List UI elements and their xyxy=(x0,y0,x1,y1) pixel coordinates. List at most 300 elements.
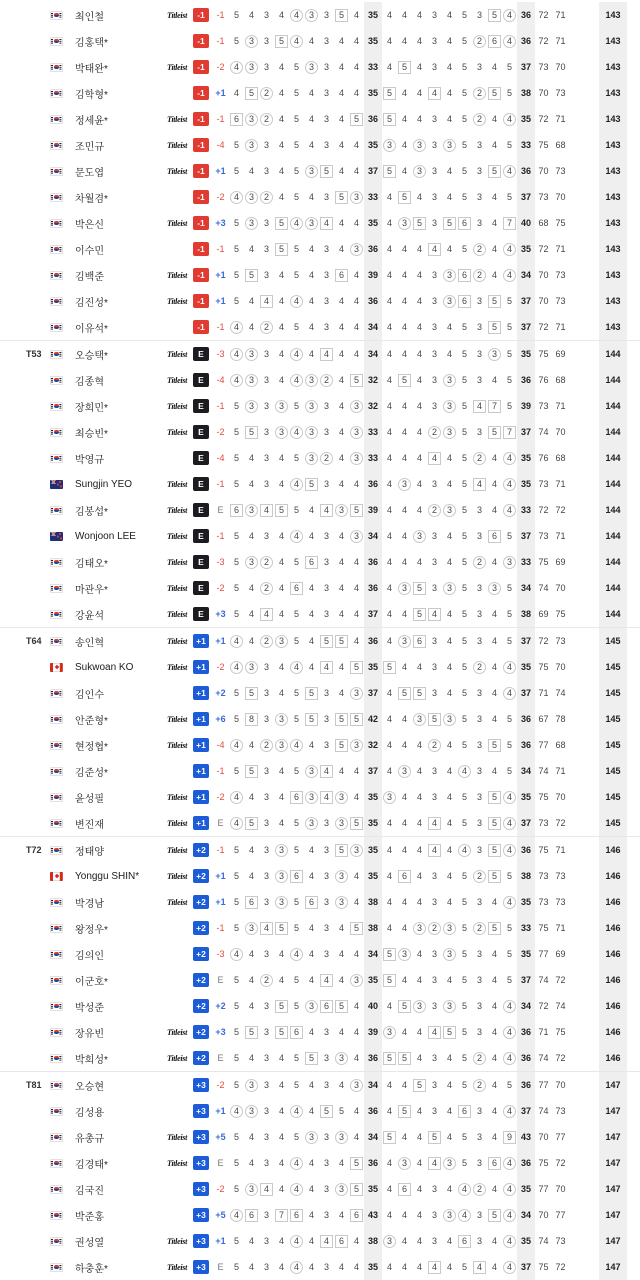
hole-score xyxy=(289,400,304,413)
player-row[interactable] xyxy=(0,262,640,288)
hole-score xyxy=(442,374,457,387)
player-name: 김진성* xyxy=(75,297,108,309)
birdie-circle-mark: 3 xyxy=(383,791,396,804)
hole-score-value: 5 xyxy=(506,949,512,959)
hole-score xyxy=(397,400,412,413)
bogey-square-mark: 6 xyxy=(398,870,411,883)
hole-score-value: 5 xyxy=(233,557,239,567)
hole-score xyxy=(487,1079,502,1092)
player-row[interactable] xyxy=(0,210,640,236)
hole-score-value: 5 xyxy=(293,609,299,619)
hole-score xyxy=(502,635,517,648)
hole-score xyxy=(427,61,442,74)
hole-score xyxy=(397,844,412,857)
hole-score-value: 4 xyxy=(308,531,314,541)
birdie-circle-mark: 2 xyxy=(473,87,486,100)
round1-score: 77 xyxy=(538,1184,549,1194)
hole-score-value: 4 xyxy=(416,766,422,776)
player-row[interactable] xyxy=(0,706,640,732)
birdie-circle-mark: 3 xyxy=(350,400,363,413)
hole-score-value: 4 xyxy=(338,1262,344,1272)
hole-score xyxy=(319,1209,334,1222)
hole-score-value: 5 xyxy=(461,244,467,254)
flag-kr-icon xyxy=(50,63,63,72)
player-row[interactable] xyxy=(0,1202,640,1228)
hole-score xyxy=(442,844,457,857)
hole-score-value: 3 xyxy=(476,1236,482,1246)
hole-score-value: 3 xyxy=(323,609,329,619)
hole-score xyxy=(382,243,397,256)
hole-score xyxy=(442,478,457,491)
hole-score xyxy=(334,87,349,100)
hole-score-value: 5 xyxy=(461,166,467,176)
hole-score xyxy=(289,478,304,491)
birdie-circle-mark: 3 xyxy=(443,948,456,961)
today-score: -3 xyxy=(216,349,225,359)
hole-score xyxy=(397,1000,412,1013)
hole-score xyxy=(229,1079,244,1092)
hole-score xyxy=(412,1235,427,1248)
birdie-circle-mark: 3 xyxy=(383,1026,396,1039)
hole-score-value: 5 xyxy=(233,296,239,306)
hole-score-value: 4 xyxy=(278,114,284,124)
bogey-square-mark: 5 xyxy=(383,974,396,987)
player-row[interactable] xyxy=(0,54,640,80)
player-row[interactable] xyxy=(0,445,640,471)
hole-score xyxy=(319,61,334,74)
hole-score-value: 4 xyxy=(338,1158,344,1168)
hole-score xyxy=(319,582,334,595)
player-name: 이군호* xyxy=(75,976,108,988)
hole-score xyxy=(487,321,502,334)
round1-score: 75 xyxy=(538,845,549,855)
player-row[interactable] xyxy=(0,1254,640,1280)
player-row[interactable] xyxy=(0,106,640,132)
hole-score xyxy=(487,1183,502,1196)
titleist-logo: Titleist xyxy=(167,1262,187,1272)
player-row[interactable] xyxy=(0,837,640,863)
hole-score xyxy=(382,661,397,674)
hole-score xyxy=(244,817,259,830)
hole-score xyxy=(442,452,457,465)
hole-score xyxy=(274,635,289,648)
hole-score xyxy=(289,61,304,74)
hole-score xyxy=(289,295,304,308)
flag-kr-icon xyxy=(50,1159,63,1168)
hole-score-value: 3 xyxy=(476,714,482,724)
hole-score xyxy=(259,478,274,491)
player-row[interactable] xyxy=(0,80,640,106)
total-score: 146 xyxy=(599,1045,627,1071)
hole-score xyxy=(349,452,364,465)
hole-score xyxy=(502,1000,517,1013)
round1-score: 76 xyxy=(538,453,549,463)
hole-score-value: 3 xyxy=(323,1027,329,1037)
hole-score-value: 4 xyxy=(308,244,314,254)
hole-score xyxy=(274,870,289,883)
hole-score xyxy=(442,1209,457,1222)
out-total: 37 xyxy=(364,758,382,784)
birdie-circle-mark: 4 xyxy=(503,165,516,178)
score-badge: -1 xyxy=(193,34,209,48)
hole-score xyxy=(349,1261,364,1274)
player-row[interactable] xyxy=(0,393,640,419)
birdie-circle-mark: 3 xyxy=(443,1000,456,1013)
hole-score xyxy=(382,739,397,752)
round1-score: 74 xyxy=(538,583,549,593)
bogey-square-mark: 5 xyxy=(335,191,348,204)
player-row[interactable] xyxy=(0,367,640,393)
player-row[interactable] xyxy=(0,628,640,654)
player-row[interactable] xyxy=(0,236,640,262)
hole-score-value: 4 xyxy=(308,1080,314,1090)
hole-score xyxy=(319,35,334,48)
player-row[interactable] xyxy=(0,471,640,497)
birdie-circle-mark: 4 xyxy=(290,9,303,22)
hole-score xyxy=(304,452,319,465)
birdie-circle-mark: 4 xyxy=(503,35,516,48)
player-row[interactable] xyxy=(0,523,640,549)
hole-score-value: 4 xyxy=(248,1262,254,1272)
hole-score xyxy=(397,374,412,387)
player-row[interactable] xyxy=(0,784,640,810)
hole-score-value: 4 xyxy=(353,609,359,619)
hole-score xyxy=(397,635,412,648)
score-badge: +1 xyxy=(193,634,209,648)
in-total: 37 xyxy=(517,419,535,445)
player-row[interactable] xyxy=(0,915,640,941)
out-total: 36 xyxy=(364,288,382,314)
flag-kr-icon xyxy=(50,1028,63,1037)
hole-score xyxy=(304,400,319,413)
bogey-square-mark: 5 xyxy=(488,870,501,883)
hole-score-value: 4 xyxy=(338,114,344,124)
hole-score-value: 5 xyxy=(461,688,467,698)
hole-score xyxy=(397,1261,412,1274)
total-score: 145 xyxy=(599,758,627,784)
flag-kr-icon xyxy=(50,793,63,802)
score-badge: +3 xyxy=(193,1208,209,1222)
hole-score xyxy=(472,9,487,22)
hole-score-value: 4 xyxy=(386,36,392,46)
player-row[interactable] xyxy=(0,549,640,575)
hole-score-value: 3 xyxy=(323,949,329,959)
birdie-circle-mark: 3 xyxy=(398,1157,411,1170)
birdie-circle-mark: 4 xyxy=(230,635,243,648)
player-row[interactable] xyxy=(0,28,640,54)
hole-score-value: 3 xyxy=(263,871,269,881)
hole-score xyxy=(502,374,517,387)
player-name: 박은신 xyxy=(75,219,104,231)
birdie-circle-mark: 4 xyxy=(458,1183,471,1196)
hole-score xyxy=(259,191,274,204)
flag-kr-icon xyxy=(50,689,63,698)
today-score: +1 xyxy=(215,897,226,907)
hole-score-value: 4 xyxy=(278,270,284,280)
player-row[interactable] xyxy=(0,1228,640,1254)
hole-score xyxy=(442,974,457,987)
hole-score-value: 5 xyxy=(233,531,239,541)
birdie-circle-mark: 4 xyxy=(503,896,516,909)
hole-score xyxy=(274,582,289,595)
player-name: Wonjoon LEE xyxy=(75,530,136,542)
birdie-circle-mark: 3 xyxy=(350,452,363,465)
hole-score xyxy=(349,1079,364,1092)
birdie-circle-mark: 3 xyxy=(245,556,258,569)
player-row[interactable] xyxy=(0,732,640,758)
bogey-square-mark: 4 xyxy=(320,765,333,778)
hole-score-value: 3 xyxy=(431,766,437,776)
player-row[interactable] xyxy=(0,1176,640,1202)
hole-score-value: 3 xyxy=(323,10,329,20)
hole-score xyxy=(349,61,364,74)
hole-score xyxy=(502,1052,517,1065)
player-name: 김태오* xyxy=(75,558,108,570)
hole-score-value: 4 xyxy=(308,1236,314,1246)
hole-score xyxy=(442,1261,457,1274)
hole-score-value: 4 xyxy=(401,897,407,907)
today-score: -1 xyxy=(216,531,225,541)
birdie-circle-mark: 4 xyxy=(503,1261,516,1274)
birdie-circle-mark: 3 xyxy=(305,426,318,439)
hole-score-value: 4 xyxy=(416,792,422,802)
hole-score-value: 4 xyxy=(338,62,344,72)
hole-score-value: 5 xyxy=(293,557,299,567)
flag-kr-icon xyxy=(50,767,63,776)
hole-score xyxy=(487,426,502,439)
bogey-square-mark: 6 xyxy=(458,1235,471,1248)
hole-score xyxy=(244,765,259,778)
bogey-square-mark: 6 xyxy=(305,556,318,569)
hole-score-value: 3 xyxy=(323,714,329,724)
hole-score xyxy=(289,1000,304,1013)
player-name: 박경남 xyxy=(75,898,104,910)
birdie-circle-mark: 3 xyxy=(245,217,258,230)
birdie-circle-mark: 4 xyxy=(230,1105,243,1118)
hole-score xyxy=(244,1261,259,1274)
hole-score xyxy=(229,713,244,726)
hole-score-value: 4 xyxy=(446,688,452,698)
score-badge: E xyxy=(193,607,209,621)
hole-score-value: 5 xyxy=(461,505,467,515)
hole-score xyxy=(442,243,457,256)
player-row[interactable] xyxy=(0,158,640,184)
hole-score-value: 3 xyxy=(431,1210,437,1220)
player-row[interactable] xyxy=(0,967,640,993)
flag-kr-icon xyxy=(50,454,63,463)
hole-score-value: 5 xyxy=(506,62,512,72)
hole-score xyxy=(472,1000,487,1013)
player-row[interactable] xyxy=(0,1150,640,1176)
player-row[interactable] xyxy=(0,2,640,28)
hole-score xyxy=(487,1261,502,1274)
hole-score xyxy=(289,948,304,961)
hole-score xyxy=(229,1157,244,1170)
player-row[interactable] xyxy=(0,341,640,367)
hole-score xyxy=(274,269,289,282)
player-row[interactable] xyxy=(0,863,640,889)
hole-score xyxy=(319,1131,334,1144)
hole-score xyxy=(229,139,244,152)
birdie-circle-mark: 4 xyxy=(503,113,516,126)
score-badge: E xyxy=(193,503,209,517)
hole-score-value: 4 xyxy=(386,818,392,828)
hole-score xyxy=(487,1105,502,1118)
flag-ca-icon xyxy=(50,663,63,672)
player-name: 송인혁 xyxy=(75,637,104,649)
birdie-circle-mark: 3 xyxy=(443,713,456,726)
hole-score-value: 4 xyxy=(491,662,497,672)
hole-score-value: 4 xyxy=(446,1080,452,1090)
out-total: 36 xyxy=(364,575,382,601)
birdie-circle-mark: 2 xyxy=(473,1183,486,1196)
hole-score xyxy=(427,1183,442,1196)
out-total: 34 xyxy=(364,523,382,549)
hole-score xyxy=(289,1157,304,1170)
hole-score xyxy=(442,791,457,804)
player-row[interactable] xyxy=(0,601,640,627)
player-row[interactable] xyxy=(0,314,640,340)
in-total: 36 xyxy=(517,732,535,758)
hole-score-value: 5 xyxy=(233,688,239,698)
hole-score-value: 3 xyxy=(476,609,482,619)
score-badge: -1 xyxy=(193,190,209,204)
flag-kr-icon xyxy=(50,402,63,411)
player-row[interactable] xyxy=(0,1045,640,1071)
player-row[interactable] xyxy=(0,288,640,314)
bogey-square-mark: 5 xyxy=(413,1079,426,1092)
hole-score xyxy=(487,896,502,909)
hole-score xyxy=(259,426,274,439)
hole-score xyxy=(442,1079,457,1092)
player-row[interactable] xyxy=(0,993,640,1019)
player-row[interactable] xyxy=(0,184,640,210)
round2-score: 73 xyxy=(555,166,566,176)
in-total: 35 xyxy=(517,445,535,471)
hole-score xyxy=(319,791,334,804)
player-row[interactable] xyxy=(0,1019,640,1045)
round1-score: 74 xyxy=(538,1236,549,1246)
hole-score-value: 3 xyxy=(263,453,269,463)
hole-score xyxy=(397,61,412,74)
player-row[interactable] xyxy=(0,889,640,915)
out-total: 37 xyxy=(364,601,382,627)
hole-score xyxy=(349,243,364,256)
flag-kr-icon xyxy=(50,924,63,933)
hole-score xyxy=(412,817,427,830)
round1-score: 69 xyxy=(538,609,549,619)
hole-score xyxy=(319,113,334,126)
hole-score-value: 3 xyxy=(476,636,482,646)
hole-score-value: 5 xyxy=(293,923,299,933)
hole-score xyxy=(457,1000,472,1013)
hole-score-value: 3 xyxy=(323,871,329,881)
hole-score xyxy=(259,139,274,152)
hole-score-value: 5 xyxy=(233,1262,239,1272)
in-total: 35 xyxy=(517,341,535,367)
player-row[interactable] xyxy=(0,941,640,967)
position-label: T64 xyxy=(26,636,42,646)
hole-score xyxy=(274,9,289,22)
in-total: 35 xyxy=(517,784,535,810)
hole-score xyxy=(334,1131,349,1144)
in-total: 36 xyxy=(517,1045,535,1071)
hole-score xyxy=(244,870,259,883)
player-row[interactable] xyxy=(0,810,640,836)
birdie-circle-mark: 3 xyxy=(305,217,318,230)
player-name: 안준형* xyxy=(75,715,108,727)
round2-score: 72 xyxy=(555,1158,566,1168)
hole-score-value: 5 xyxy=(506,88,512,98)
hole-score-value: 5 xyxy=(461,1262,467,1272)
birdie-circle-mark: 4 xyxy=(230,61,243,74)
player-row[interactable] xyxy=(0,680,640,706)
hole-score-value: 3 xyxy=(431,792,437,802)
hole-score xyxy=(289,896,304,909)
player-row[interactable] xyxy=(0,1124,640,1150)
hole-score-value: 3 xyxy=(476,766,482,776)
hole-score-value: 4 xyxy=(233,88,239,98)
in-total: 39 xyxy=(517,393,535,419)
player-row[interactable] xyxy=(0,497,640,523)
hole-score xyxy=(427,556,442,569)
birdie-circle-mark: 4 xyxy=(230,661,243,674)
hole-score-value: 4 xyxy=(446,114,452,124)
player-row[interactable] xyxy=(0,575,640,601)
hole-score xyxy=(397,35,412,48)
hole-score-value: 4 xyxy=(278,349,284,359)
today-score: +3 xyxy=(215,609,226,619)
hole-score-value: 4 xyxy=(353,1132,359,1142)
hole-score-value: 5 xyxy=(293,688,299,698)
hole-score-value: 4 xyxy=(401,557,407,567)
hole-score-value: 3 xyxy=(476,375,482,385)
hole-score xyxy=(349,608,364,621)
hole-score xyxy=(397,1105,412,1118)
hole-score xyxy=(304,844,319,857)
hole-score xyxy=(487,374,502,387)
player-row[interactable] xyxy=(0,758,640,784)
hole-score xyxy=(349,948,364,961)
hole-score xyxy=(382,426,397,439)
hole-score xyxy=(304,1000,319,1013)
hole-score xyxy=(289,113,304,126)
hole-score xyxy=(259,1026,274,1039)
hole-score-value: 3 xyxy=(323,479,329,489)
hole-score xyxy=(397,974,412,987)
hole-score xyxy=(442,321,457,334)
hole-score xyxy=(502,1131,517,1144)
out-total: 40 xyxy=(364,993,382,1019)
player-name: 김경태* xyxy=(75,1159,108,1171)
player-row[interactable] xyxy=(0,132,640,158)
hole-score xyxy=(229,1052,244,1065)
hole-score-value: 3 xyxy=(431,270,437,280)
hole-score xyxy=(382,139,397,152)
player-name: 변진재 xyxy=(75,819,104,831)
player-row[interactable] xyxy=(0,1098,640,1124)
hole-score xyxy=(427,295,442,308)
player-row[interactable] xyxy=(0,654,640,680)
titleist-logo: Titleist xyxy=(167,479,187,489)
player-row[interactable] xyxy=(0,419,640,445)
hole-score-value: 4 xyxy=(401,427,407,437)
hole-score xyxy=(259,635,274,648)
bogey-square-mark: 4 xyxy=(260,295,273,308)
hole-score xyxy=(472,1261,487,1274)
hole-score xyxy=(397,1052,412,1065)
player-row[interactable] xyxy=(0,1072,640,1098)
